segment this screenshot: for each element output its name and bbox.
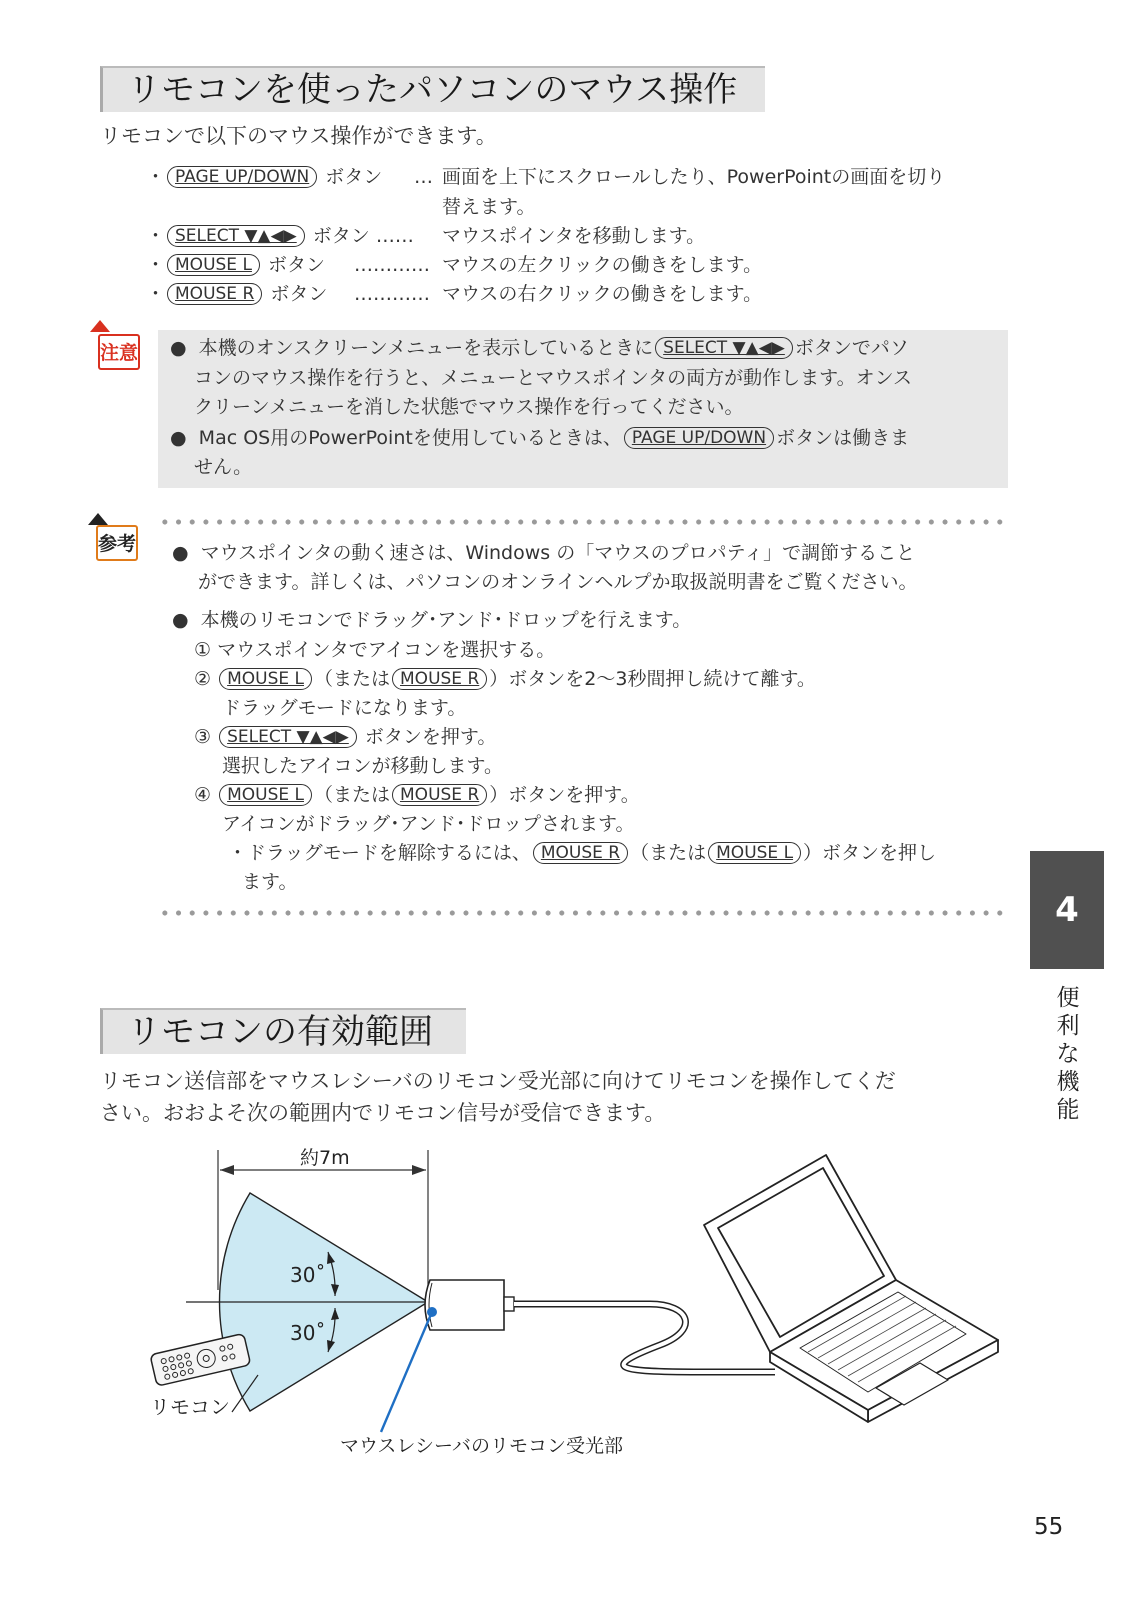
list-item-mouse-r: ・ MOUSE R ボタン [146,283,328,305]
step-2-sub: ドラッグモードになります。 [222,697,467,719]
desc-mouse-r: マウスの右クリックの働きをします。 [442,283,763,305]
reference-bullet-1: ● マウスポインタの動く速さは、Windows の「マウスのプロパティ」で調節すること [172,542,916,564]
step-3-sub: 選択したアイコンが移動します。 [222,755,504,777]
select-key: SELECT ▼▲◀▶ [219,726,357,748]
desc-mouse-l: マウスの左クリックの働きをします。 [442,254,763,276]
mouse-receiver-icon [425,1280,514,1330]
distance-label: 約7m [300,1147,350,1169]
page-updown-key: PAGE UP/DOWN [167,166,317,188]
step-4-note-cont: ます。 [242,871,298,893]
section-title-remote-range: リモコンの有効範囲 [100,1008,466,1054]
laptop-icon [704,1155,998,1422]
mouse-r-key: MOUSE R [533,842,628,864]
select-key: SELECT ▼▲◀▶ [655,337,793,359]
angle-bottom-label: 30˚ [290,1321,326,1345]
caution-line-2: コンのマウス操作を行うと、メニューとマウスポインタの両方が動作します。オンス [194,367,913,389]
step-4-sub: アイコンがドラッグ･アンド･ドロップされます。 [222,813,635,835]
caution-badge: 注意 [98,334,140,370]
leader-4: ………… [354,283,430,305]
desc-page-updown: 画面を上下にスクロールしたり、PowerPointの画面を切り [442,166,946,188]
leader-3: ………… [354,254,430,276]
chapter-label-vertical: 便 利 な 機 能 [1056,985,1080,1123]
mouse-r-key: MOUSE R [392,668,487,690]
page-updown-key: PAGE UP/DOWN [624,427,774,449]
section-title-mouse-operation: リモコンを使ったパソコンのマウス操作 [100,66,765,112]
caution-line-3: クリーンメニューを消した状態でマウス操作を行ってください。 [194,396,744,418]
step-4-note: ・ドラッグモードを解除するには、 MOUSE R （または MOUSE L ）ボタンを押し [228,842,937,864]
leader-1: … [414,166,433,188]
mouse-l-key: MOUSE L [219,784,312,806]
desc-select: マウスポインタを移動します。 [442,225,706,247]
receiver-label: マウスレシーバのリモコン受光部 [340,1435,624,1457]
mouse-r-key: MOUSE R [167,283,262,305]
angle-top-label: 30˚ [290,1263,326,1287]
list-item-mouse-l: ・ MOUSE L ボタン [146,254,325,276]
desc-page-updown-cont: 替えます。 [442,196,536,218]
list-item-page-updown: ・ PAGE UP/DOWN ボタン [146,166,383,188]
mouse-r-key: MOUSE R [392,784,487,806]
step-1: ① マウスポインタでアイコンを選択する。 [194,639,556,661]
mouse-l-key: MOUSE L [167,254,260,276]
step-2: ② MOUSE L （または MOUSE R ）ボタンを2〜3秒間押し続けて離す。 [194,668,816,690]
section2-intro-line-1: リモコン送信部をマウスレシーバのリモコン受光部に向けてリモコンを操作してくだ [100,1069,896,1093]
page-number: 55 [1034,1514,1064,1540]
caution-bullet-1: ● 本機のオンスクリーンメニューを表示しているときに SELECT ▼▲◀▶ ボタンでパソ [170,337,909,359]
reference-bullet-2: ● 本機のリモコンでドラッグ･アンド･ドロップを行えます。 [172,609,692,631]
section1-intro: リモコンで以下のマウス操作ができます。 [100,124,497,148]
mouse-l-key: MOUSE L [708,842,801,864]
select-key: SELECT ▼▲◀▶ [167,225,305,247]
list-item-select: ・ SELECT ▼▲◀▶ ボタン …… [146,225,414,247]
section2-intro-line-2: さい。おおよそ次の範囲内でリモコン信号が受信できます。 [100,1101,666,1125]
remote-label: リモコン [150,1395,230,1419]
chapter-tab: 4 [1030,851,1104,969]
caution-bullet-2: ● Mac OS用のPowerPointを使用しているときは、 PAGE UP/DOWN ボタンは働きま [170,427,910,449]
mouse-l-key: MOUSE L [219,668,312,690]
reference-badge: 参考 [96,525,138,561]
step-4: ④ MOUSE L （または MOUSE R ）ボタンを押す。 [194,784,640,806]
step-3: ③ SELECT ▼▲◀▶ ボタンを押す。 [194,726,497,748]
reference-bullet-1-cont: ができます。詳しくは、パソコンのオンラインヘルプか取扱説明書をご覧ください。 [198,571,918,593]
caution-line-5: せん。 [194,456,253,478]
